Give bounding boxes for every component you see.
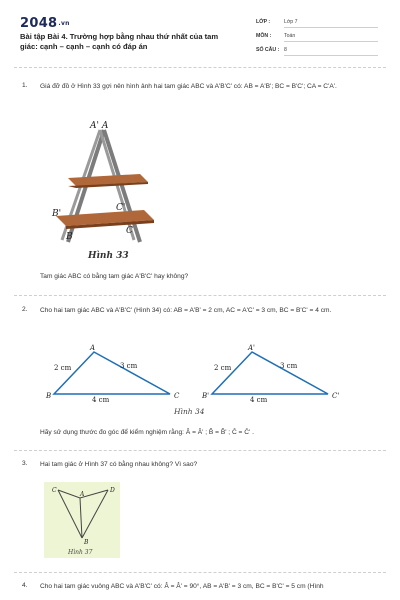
figure-37-kite — [44, 482, 120, 558]
question-count-label: SỐ CÂU : — [256, 47, 280, 53]
fig37-label-C: C — [52, 487, 57, 494]
fig33-label-bprime: B' — [52, 209, 62, 219]
divider-2 — [14, 450, 386, 451]
subject-label: MÔN : — [256, 33, 272, 39]
site-logo[interactable] — [20, 16, 70, 31]
figure-33-shelf — [50, 112, 160, 262]
question-4-text: Cho hai tam giác vuông ABC và A'B'C' có: Â = Â' = 90°, AB = A'B' = 3 cm, BC = B'C' = 5 cm (Hình — [40, 583, 324, 590]
fig34-t1-B: B — [46, 392, 52, 400]
question-3-text: Hai tam giác ở Hình 37 có bằng nhau không? Vì sao? — [40, 461, 198, 468]
question-2-text: Cho hai tam giác ABC và A'B'C' (Hình 34) có: AB = A'B' = 2 cm, AC = A'C' = 3 cm, BC = B'C' = 4 cm. — [40, 307, 332, 314]
divider-1 — [14, 295, 386, 296]
logo-suffix: .vn — [58, 20, 70, 27]
fig34-t2-A: A' — [248, 344, 255, 352]
fig33-caption: Hình 33 — [88, 251, 129, 261]
document-title: Bài tập Bài 4. Trường hợp bằng nhau thứ nhất của tam giác: cạnh – cạnh – cạnh có đáp án — [20, 32, 219, 51]
fig34-t1-ac: 3 cm — [120, 362, 138, 370]
fig33-label-c: C — [126, 226, 133, 236]
grade-label: LỚP : — [256, 19, 271, 25]
fig37-label-A: A — [80, 491, 85, 498]
fig37-label-D: D — [110, 487, 115, 494]
question-2-number: 2. — [22, 306, 28, 313]
header-divider — [14, 67, 386, 68]
fig33-label-apex: A' A — [90, 121, 109, 131]
question-1-text: Giá đỡ đồ ở Hình 33 gợi nên hình ảnh hai tam giác ABC và A'B'C' có: AB = A'B'; BC = B'C'; CA = C'A'. — [40, 83, 337, 90]
fig34-t1-C: C — [174, 392, 180, 400]
question-3-number: 3. — [22, 460, 28, 467]
fig34-t2-ab: 2 cm — [214, 364, 232, 372]
question-1-number: 1. — [22, 82, 28, 89]
grade-value: Lớp 7 — [284, 19, 378, 28]
fig33-label-b: B — [66, 232, 73, 242]
fig33-label-cprime: C' — [116, 203, 126, 213]
question-2-prompt: Hãy sử dụng thước đo góc để kiểm nghiệm rằng: Â = Â' ; B̂ = B̂' ; Ĉ = Ĉ' . — [40, 429, 254, 436]
question-count-value: 8 — [284, 47, 378, 56]
fig34-t1-bc: 4 cm — [92, 396, 110, 404]
figure-34-triangles — [40, 338, 360, 420]
fig37-label-B: B — [84, 539, 89, 546]
fig34-t2-ac: 3 cm — [280, 362, 298, 370]
fig34-t2-bc: 4 cm — [250, 396, 268, 404]
fig34-t1-ab: 2 cm — [54, 364, 72, 372]
fig34-t1-A: A — [90, 344, 96, 352]
fig34-caption: Hình 34 — [174, 407, 205, 416]
fig37-caption: Hình 37 — [68, 549, 93, 556]
subject-value: Toán — [284, 33, 378, 42]
divider-3 — [14, 572, 386, 573]
question-1-prompt: Tam giác ABC có bằng tam giác A'B'C' hay không? — [40, 273, 189, 280]
logo-text: 2048 — [20, 16, 58, 31]
question-4-number: 4. — [22, 582, 28, 589]
fig34-t2-C: C' — [332, 392, 340, 400]
fig34-t2-B: B' — [202, 392, 210, 400]
